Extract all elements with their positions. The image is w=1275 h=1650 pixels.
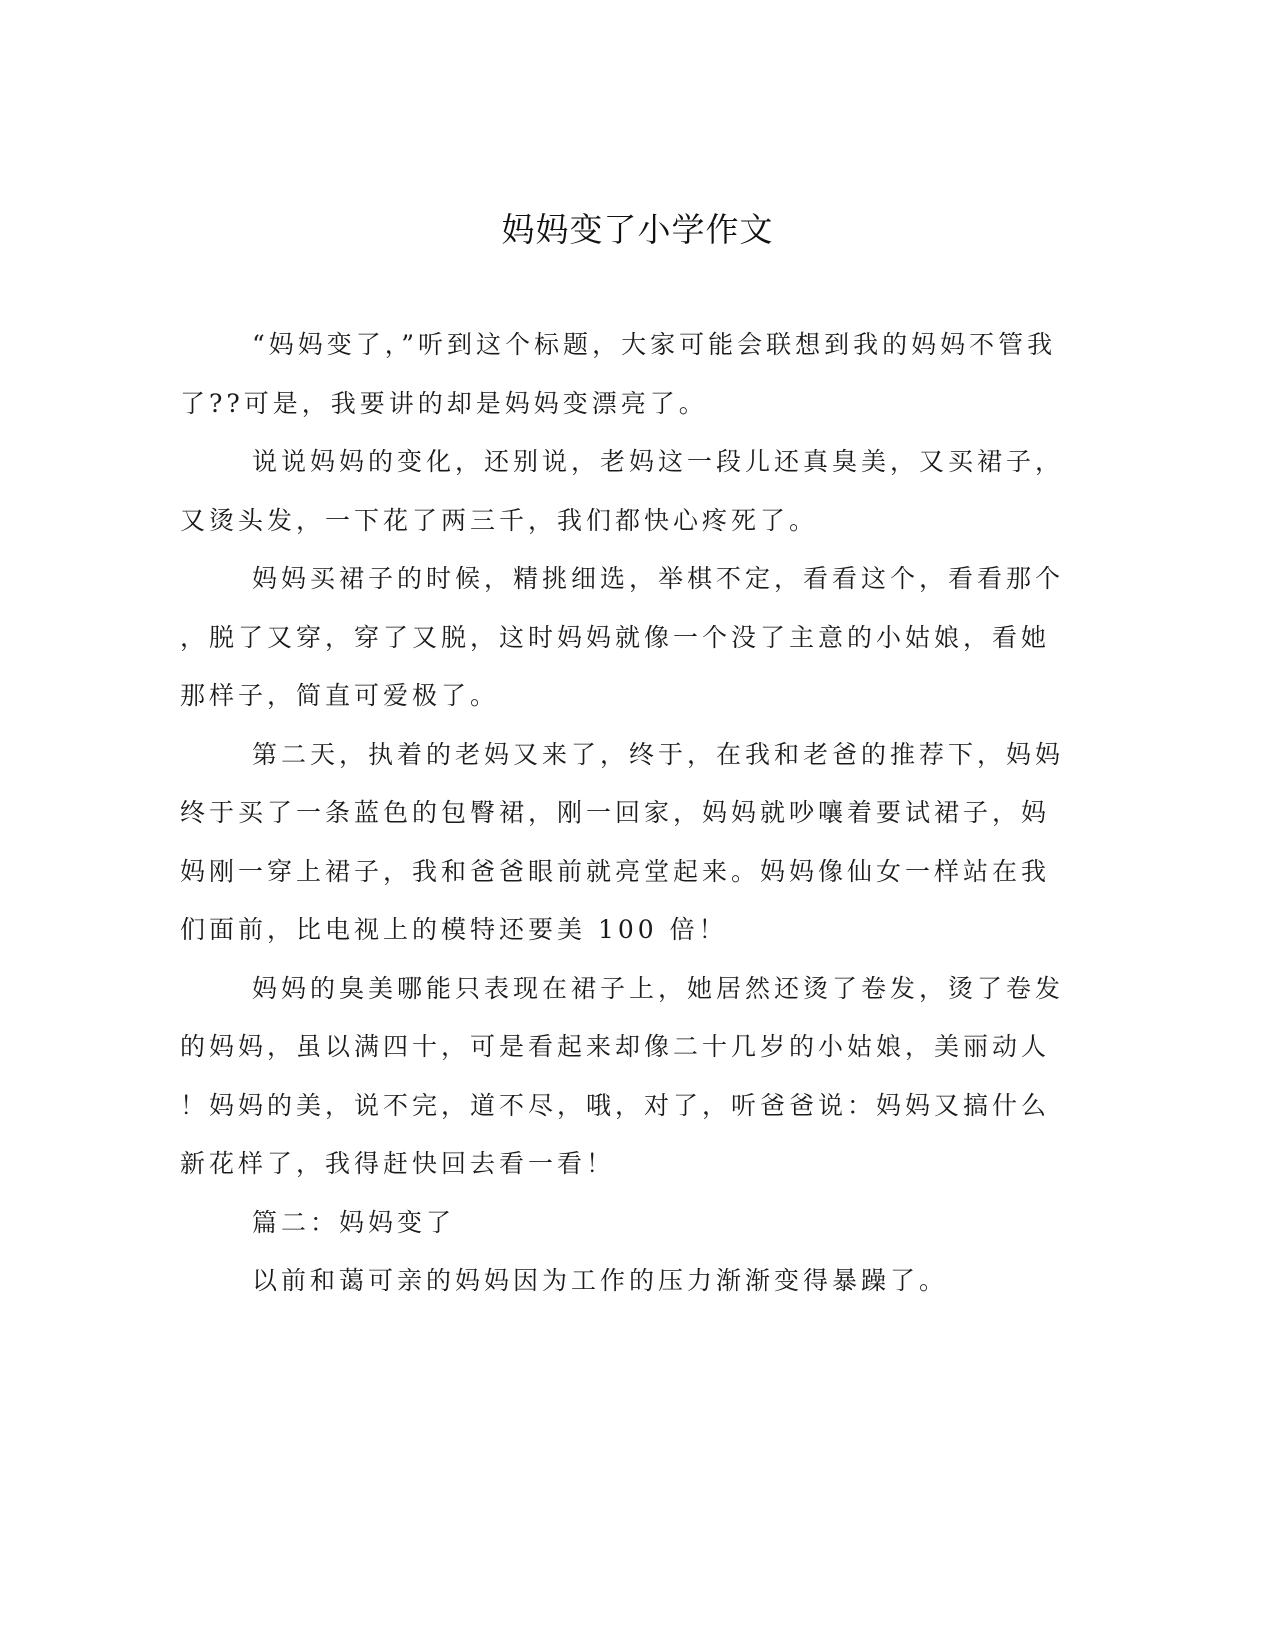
text-line: 又烫头发，一下花了两三千，我们都快心疼死了。 [180,505,819,535]
text-line: “妈妈变了，”听到这个标题，大家可能会联想到我的妈妈不管我 [252,330,1057,359]
section-heading: 篇二：妈妈变了 [252,1207,456,1237]
text-line: 第二天，执着的老妈又来了，终于，在我和老爸的推荐下，妈妈 [252,739,1065,769]
text-line: 以前和蔼可亲的妈妈因为工作的压力渐渐变得暴躁了。 [252,1266,949,1295]
text-line: ！妈妈的美，说不完，道不尽，哦，对了，听爸爸说：妈妈又搞什么 [180,1090,1051,1120]
text-line: 的妈妈，虽以满四十，可是看起来却像二十几岁的小姑娘，美丽动人 [180,1032,1051,1061]
text-line: 说说妈妈的变化，还别说，老妈这一段儿还真臭美，又买裙子， [252,447,1065,476]
text-line: 那样子，简直可爱极了。 [180,681,500,710]
text-line: 新花样了，我得赶快回去看一看！ [180,1149,616,1178]
document-body [180,316,1065,1311]
document-title: 妈妈变了小学作文 [501,210,774,249]
text-line: 妈妈的臭美哪能只表现在裙子上，她居然还烫了卷发，烫了卷发 [252,973,1065,1003]
text-line: 妈妈买裙子的时候，精挑细选，举棋不定，看看这个，看看那个 [252,564,1065,593]
text-line: 们面前，比电视上的模特还要美 100 倍！ [180,915,728,944]
text-line: ，脱了又穿，穿了又脱，这时妈妈就像一个没了主意的小姑娘，看她 [180,622,1051,652]
text-line: 终于买了一条蓝色的包臀裙，刚一回家，妈妈就吵嚷着要试裙子，妈 [180,798,1051,827]
text-line: 了??可是，我要讲的却是妈妈变漂亮了。 [180,388,708,418]
text-line: 妈刚一穿上裙子，我和爸爸眼前就亮堂起来。妈妈像仙女一样站在我 [180,856,1051,886]
